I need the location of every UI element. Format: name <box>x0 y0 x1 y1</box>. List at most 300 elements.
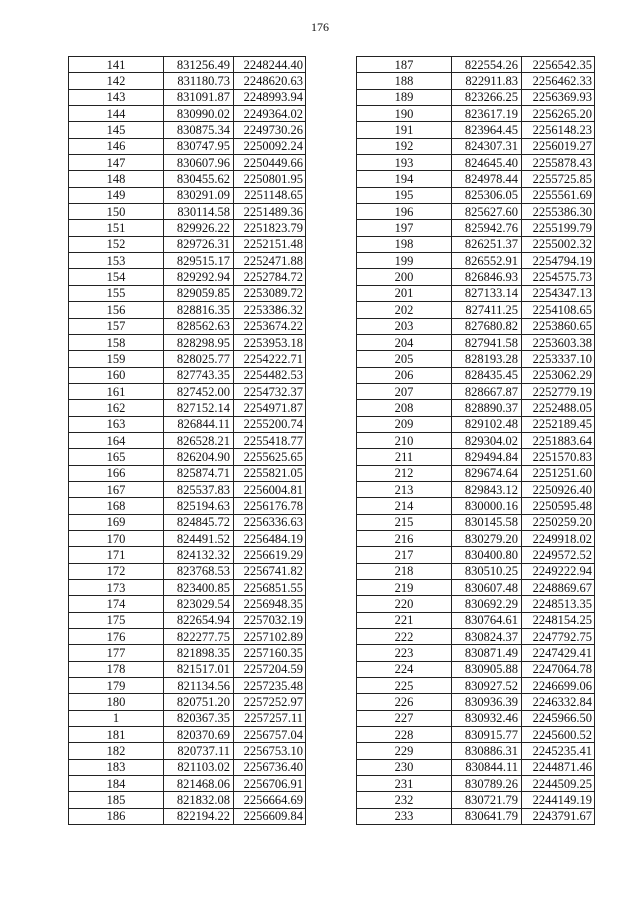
y-coordinate-cell: 2256609.84 <box>234 808 306 824</box>
table-row <box>69 776 306 792</box>
x-coordinate-cell: 826251.37 <box>452 236 522 252</box>
table-row <box>357 106 595 122</box>
x-coordinate-cell: 830145.58 <box>452 514 522 530</box>
x-coordinate-cell: 820370.69 <box>164 727 234 743</box>
y-coordinate-cell: 2252488.05 <box>522 400 595 416</box>
y-coordinate-cell: 2249364.02 <box>234 106 306 122</box>
table-row <box>69 481 306 497</box>
x-coordinate-cell: 823617.19 <box>452 106 522 122</box>
y-coordinate-cell: 2251570.83 <box>522 449 595 465</box>
y-coordinate-cell: 2249918.02 <box>522 530 595 546</box>
y-coordinate-cell: 2257102.89 <box>234 629 306 645</box>
table-row <box>357 759 595 775</box>
y-coordinate-cell: 2253674.22 <box>234 318 306 334</box>
point-number-cell: 147 <box>69 155 164 171</box>
point-number-cell: 189 <box>357 89 452 105</box>
x-coordinate-cell: 830607.96 <box>164 155 234 171</box>
table-row <box>69 138 306 154</box>
y-coordinate-cell: 2255002.32 <box>522 236 595 252</box>
point-number-cell: 164 <box>69 432 164 448</box>
point-number-cell: 181 <box>69 727 164 743</box>
point-number-cell: 177 <box>69 645 164 661</box>
point-number-cell: 229 <box>357 743 452 759</box>
table-row <box>69 694 306 710</box>
point-number-cell: 154 <box>69 269 164 285</box>
y-coordinate-cell: 2255561.69 <box>522 187 595 203</box>
table-row <box>357 808 595 824</box>
point-number-cell: 190 <box>357 106 452 122</box>
table-row <box>69 285 306 301</box>
y-coordinate-cell: 2256484.19 <box>234 530 306 546</box>
point-number-cell: 188 <box>357 73 452 89</box>
y-coordinate-cell: 2256542.35 <box>522 57 595 73</box>
table-row <box>69 432 306 448</box>
y-coordinate-cell: 2256619.29 <box>234 547 306 563</box>
x-coordinate-cell: 827941.58 <box>452 334 522 350</box>
table-row <box>357 645 595 661</box>
table-row <box>357 318 595 334</box>
point-number-cell: 178 <box>69 661 164 677</box>
point-number-cell: 198 <box>357 236 452 252</box>
point-number-cell: 143 <box>69 89 164 105</box>
left-coordinate-table <box>68 56 306 825</box>
point-number-cell: 145 <box>69 122 164 138</box>
table-row <box>69 449 306 465</box>
table-row <box>357 727 595 743</box>
point-number-cell: 182 <box>69 743 164 759</box>
point-number-cell: 196 <box>357 204 452 220</box>
y-coordinate-cell: 2249572.52 <box>522 547 595 563</box>
x-coordinate-cell: 825194.63 <box>164 498 234 514</box>
y-coordinate-cell: 2251823.79 <box>234 220 306 236</box>
x-coordinate-cell: 830721.79 <box>452 792 522 808</box>
table-row <box>69 743 306 759</box>
x-coordinate-cell: 827411.25 <box>452 302 522 318</box>
x-coordinate-cell: 821517.01 <box>164 661 234 677</box>
x-coordinate-cell: 830886.31 <box>452 743 522 759</box>
y-coordinate-cell: 2256851.55 <box>234 580 306 596</box>
y-coordinate-cell: 2256265.20 <box>522 106 595 122</box>
point-number-cell: 187 <box>357 57 452 73</box>
point-number-cell: 160 <box>69 367 164 383</box>
x-coordinate-cell: 825627.60 <box>452 204 522 220</box>
x-coordinate-cell: 822654.94 <box>164 612 234 628</box>
x-coordinate-cell: 827743.35 <box>164 367 234 383</box>
x-coordinate-cell: 830990.02 <box>164 106 234 122</box>
x-coordinate-cell: 825874.71 <box>164 465 234 481</box>
point-number-cell: 199 <box>357 253 452 269</box>
point-number-cell: 202 <box>357 302 452 318</box>
table-row <box>357 253 595 269</box>
y-coordinate-cell: 2254575.73 <box>522 269 595 285</box>
table-row <box>357 481 595 497</box>
y-coordinate-cell: 2257032.19 <box>234 612 306 628</box>
x-coordinate-cell: 831091.87 <box>164 89 234 105</box>
y-coordinate-cell: 2257257.11 <box>234 710 306 726</box>
y-coordinate-cell: 2254108.65 <box>522 302 595 318</box>
y-coordinate-cell: 2246332.84 <box>522 694 595 710</box>
y-coordinate-cell: 2256757.04 <box>234 727 306 743</box>
x-coordinate-cell: 830875.34 <box>164 122 234 138</box>
point-number-cell: 225 <box>357 678 452 694</box>
point-number-cell: 157 <box>69 318 164 334</box>
y-coordinate-cell: 2250926.40 <box>522 481 595 497</box>
point-number-cell: 173 <box>69 580 164 596</box>
table-row <box>69 645 306 661</box>
y-coordinate-cell: 2257160.35 <box>234 645 306 661</box>
y-coordinate-cell: 2256753.10 <box>234 743 306 759</box>
y-coordinate-cell: 2244871.46 <box>522 759 595 775</box>
point-number-cell: 228 <box>357 727 452 743</box>
point-number-cell: 158 <box>69 334 164 350</box>
point-number-cell: 195 <box>357 187 452 203</box>
point-number-cell: 146 <box>69 138 164 154</box>
x-coordinate-cell: 830747.95 <box>164 138 234 154</box>
table-row <box>69 808 306 824</box>
point-number-cell: 209 <box>357 416 452 432</box>
point-number-cell: 213 <box>357 481 452 497</box>
table-row <box>69 253 306 269</box>
x-coordinate-cell: 824978.44 <box>452 171 522 187</box>
x-coordinate-cell: 830510.25 <box>452 563 522 579</box>
x-coordinate-cell: 824132.32 <box>164 547 234 563</box>
x-coordinate-cell: 820751.20 <box>164 694 234 710</box>
y-coordinate-cell: 2255725.85 <box>522 171 595 187</box>
point-number-cell: 170 <box>69 530 164 546</box>
table-row <box>357 302 595 318</box>
y-coordinate-cell: 2248244.40 <box>234 57 306 73</box>
point-number-cell: 212 <box>357 465 452 481</box>
x-coordinate-cell: 830455.62 <box>164 171 234 187</box>
table-row <box>357 629 595 645</box>
point-number-cell: 184 <box>69 776 164 792</box>
x-coordinate-cell: 827133.14 <box>452 285 522 301</box>
point-number-cell: 159 <box>69 351 164 367</box>
y-coordinate-cell: 2248513.35 <box>522 596 595 612</box>
x-coordinate-cell: 829843.12 <box>452 481 522 497</box>
x-coordinate-cell: 823266.25 <box>452 89 522 105</box>
y-coordinate-cell: 2254222.71 <box>234 351 306 367</box>
y-coordinate-cell: 2250092.24 <box>234 138 306 154</box>
x-coordinate-cell: 830824.37 <box>452 629 522 645</box>
x-coordinate-cell: 821103.02 <box>164 759 234 775</box>
table-row <box>357 334 595 350</box>
point-number-cell: 192 <box>357 138 452 154</box>
point-number-cell: 150 <box>69 204 164 220</box>
table-row <box>357 547 595 563</box>
point-number-cell: 191 <box>357 122 452 138</box>
x-coordinate-cell: 826844.11 <box>164 416 234 432</box>
table-row <box>69 563 306 579</box>
y-coordinate-cell: 2249222.94 <box>522 563 595 579</box>
point-number-cell: 205 <box>357 351 452 367</box>
point-number-cell: 218 <box>357 563 452 579</box>
table-row <box>357 220 595 236</box>
point-number-cell: 144 <box>69 106 164 122</box>
x-coordinate-cell: 830915.77 <box>452 727 522 743</box>
point-number-cell: 217 <box>357 547 452 563</box>
y-coordinate-cell: 2254347.13 <box>522 285 595 301</box>
table-row <box>69 727 306 743</box>
table-row <box>69 302 306 318</box>
table-row <box>357 155 595 171</box>
x-coordinate-cell: 826204.90 <box>164 449 234 465</box>
table-row <box>357 612 595 628</box>
x-coordinate-cell: 828025.77 <box>164 351 234 367</box>
x-coordinate-cell: 830905.88 <box>452 661 522 677</box>
point-number-cell: 220 <box>357 596 452 612</box>
table-row <box>69 204 306 220</box>
y-coordinate-cell: 2257252.97 <box>234 694 306 710</box>
y-coordinate-cell: 2254732.37 <box>234 383 306 399</box>
x-coordinate-cell: 829726.31 <box>164 236 234 252</box>
x-coordinate-cell: 823964.45 <box>452 122 522 138</box>
x-coordinate-cell: 830291.09 <box>164 187 234 203</box>
y-coordinate-cell: 2248620.63 <box>234 73 306 89</box>
table-row <box>69 89 306 105</box>
table-row <box>357 400 595 416</box>
table-row <box>69 187 306 203</box>
x-coordinate-cell: 827452.00 <box>164 383 234 399</box>
x-coordinate-cell: 829292.94 <box>164 269 234 285</box>
x-coordinate-cell: 830844.11 <box>452 759 522 775</box>
y-coordinate-cell: 2243791.67 <box>522 808 595 824</box>
x-coordinate-cell: 826846.93 <box>452 269 522 285</box>
table-row <box>69 547 306 563</box>
point-number-cell: 200 <box>357 269 452 285</box>
y-coordinate-cell: 2255821.05 <box>234 465 306 481</box>
y-coordinate-cell: 2250449.66 <box>234 155 306 171</box>
point-number-cell: 148 <box>69 171 164 187</box>
table-row <box>69 498 306 514</box>
point-number-cell: 210 <box>357 432 452 448</box>
table-row <box>69 465 306 481</box>
x-coordinate-cell: 826528.21 <box>164 432 234 448</box>
y-coordinate-cell: 2250595.48 <box>522 498 595 514</box>
y-coordinate-cell: 2254794.19 <box>522 253 595 269</box>
y-coordinate-cell: 2256019.27 <box>522 138 595 154</box>
y-coordinate-cell: 2245600.52 <box>522 727 595 743</box>
y-coordinate-cell: 2248154.25 <box>522 612 595 628</box>
x-coordinate-cell: 830114.58 <box>164 204 234 220</box>
x-coordinate-cell: 821468.06 <box>164 776 234 792</box>
table-row <box>69 269 306 285</box>
y-coordinate-cell: 2256176.78 <box>234 498 306 514</box>
table-row <box>69 171 306 187</box>
y-coordinate-cell: 2253386.32 <box>234 302 306 318</box>
y-coordinate-cell: 2252471.88 <box>234 253 306 269</box>
y-coordinate-cell: 2251883.64 <box>522 432 595 448</box>
point-number-cell: 206 <box>357 367 452 383</box>
point-number-cell: 167 <box>69 481 164 497</box>
x-coordinate-cell: 828816.35 <box>164 302 234 318</box>
point-number-cell: 185 <box>69 792 164 808</box>
table-row <box>357 530 595 546</box>
right-coordinate-table <box>356 56 595 825</box>
point-number-cell: 155 <box>69 285 164 301</box>
table-row <box>357 351 595 367</box>
x-coordinate-cell: 830641.79 <box>452 808 522 824</box>
table-row <box>69 661 306 677</box>
x-coordinate-cell: 824845.72 <box>164 514 234 530</box>
point-number-cell: 179 <box>69 678 164 694</box>
x-coordinate-cell: 823029.54 <box>164 596 234 612</box>
x-coordinate-cell: 829494.84 <box>452 449 522 465</box>
x-coordinate-cell: 823400.85 <box>164 580 234 596</box>
y-coordinate-cell: 2247792.75 <box>522 629 595 645</box>
y-coordinate-cell: 2256741.82 <box>234 563 306 579</box>
y-coordinate-cell: 2253337.10 <box>522 351 595 367</box>
table-row <box>69 155 306 171</box>
point-number-cell: 201 <box>357 285 452 301</box>
point-number-cell: 142 <box>69 73 164 89</box>
y-coordinate-cell: 2245235.41 <box>522 743 595 759</box>
point-number-cell: 231 <box>357 776 452 792</box>
table-row <box>357 236 595 252</box>
point-number-cell: 180 <box>69 694 164 710</box>
x-coordinate-cell: 822554.26 <box>452 57 522 73</box>
y-coordinate-cell: 2255386.30 <box>522 204 595 220</box>
y-coordinate-cell: 2253953.18 <box>234 334 306 350</box>
y-coordinate-cell: 2250801.95 <box>234 171 306 187</box>
point-number-cell: 214 <box>357 498 452 514</box>
point-number-cell: 224 <box>357 661 452 677</box>
point-number-cell: 207 <box>357 383 452 399</box>
point-number-cell: 203 <box>357 318 452 334</box>
x-coordinate-cell: 821898.35 <box>164 645 234 661</box>
x-coordinate-cell: 820367.35 <box>164 710 234 726</box>
table-row <box>69 351 306 367</box>
y-coordinate-cell: 2256336.63 <box>234 514 306 530</box>
point-number-cell: 168 <box>69 498 164 514</box>
y-coordinate-cell: 2252779.19 <box>522 383 595 399</box>
point-number-cell: 151 <box>69 220 164 236</box>
x-coordinate-cell: 828298.95 <box>164 334 234 350</box>
point-number-cell: 230 <box>357 759 452 775</box>
table-row <box>357 743 595 759</box>
table-row <box>357 269 595 285</box>
y-coordinate-cell: 2255878.43 <box>522 155 595 171</box>
y-coordinate-cell: 2255200.74 <box>234 416 306 432</box>
table-row <box>357 678 595 694</box>
table-row <box>357 57 595 73</box>
x-coordinate-cell: 823768.53 <box>164 563 234 579</box>
table-row <box>357 580 595 596</box>
x-coordinate-cell: 824307.31 <box>452 138 522 154</box>
point-number-cell: 171 <box>69 547 164 563</box>
table-row <box>69 612 306 628</box>
point-number-cell: 169 <box>69 514 164 530</box>
table-row <box>69 596 306 612</box>
point-number-cell: 174 <box>69 596 164 612</box>
point-number-cell: 211 <box>357 449 452 465</box>
y-coordinate-cell: 2255418.77 <box>234 432 306 448</box>
table-row <box>69 678 306 694</box>
x-coordinate-cell: 829674.64 <box>452 465 522 481</box>
y-coordinate-cell: 2256369.93 <box>522 89 595 105</box>
y-coordinate-cell: 2251148.65 <box>234 187 306 203</box>
x-coordinate-cell: 825537.83 <box>164 481 234 497</box>
table-row <box>69 318 306 334</box>
table-row <box>357 563 595 579</box>
x-coordinate-cell: 827152.14 <box>164 400 234 416</box>
table-row <box>357 285 595 301</box>
table-row <box>69 580 306 596</box>
point-number-cell: 194 <box>357 171 452 187</box>
table-row <box>357 792 595 808</box>
y-coordinate-cell: 2257235.48 <box>234 678 306 694</box>
x-coordinate-cell: 830871.49 <box>452 645 522 661</box>
y-coordinate-cell: 2248993.94 <box>234 89 306 105</box>
x-coordinate-cell: 820737.11 <box>164 743 234 759</box>
y-coordinate-cell: 2256462.33 <box>522 73 595 89</box>
point-number-cell: 197 <box>357 220 452 236</box>
table-row <box>357 498 595 514</box>
y-coordinate-cell: 2253860.65 <box>522 318 595 334</box>
x-coordinate-cell: 830764.61 <box>452 612 522 628</box>
y-coordinate-cell: 2253603.38 <box>522 334 595 350</box>
x-coordinate-cell: 824645.40 <box>452 155 522 171</box>
x-coordinate-cell: 828562.63 <box>164 318 234 334</box>
y-coordinate-cell: 2251489.36 <box>234 204 306 220</box>
point-number-cell: 152 <box>69 236 164 252</box>
x-coordinate-cell: 829515.17 <box>164 253 234 269</box>
x-coordinate-cell: 830932.46 <box>452 710 522 726</box>
table-row <box>69 122 306 138</box>
y-coordinate-cell: 2254971.87 <box>234 400 306 416</box>
table-row <box>357 367 595 383</box>
x-coordinate-cell: 830279.20 <box>452 530 522 546</box>
point-number-cell: 175 <box>69 612 164 628</box>
table-row <box>357 383 595 399</box>
point-number-cell: 172 <box>69 563 164 579</box>
point-number-cell: 221 <box>357 612 452 628</box>
table-row <box>357 776 595 792</box>
x-coordinate-cell: 826552.91 <box>452 253 522 269</box>
table-row <box>69 416 306 432</box>
table-row <box>69 792 306 808</box>
page-number: 176 <box>311 20 329 34</box>
y-coordinate-cell: 2257204.59 <box>234 661 306 677</box>
x-coordinate-cell: 829059.85 <box>164 285 234 301</box>
table-row <box>69 530 306 546</box>
table-row <box>69 514 306 530</box>
y-coordinate-cell: 2254482.53 <box>234 367 306 383</box>
point-number-cell: 149 <box>69 187 164 203</box>
x-coordinate-cell: 830607.48 <box>452 580 522 596</box>
table-row <box>69 334 306 350</box>
table-row <box>357 187 595 203</box>
y-coordinate-cell: 2256736.40 <box>234 759 306 775</box>
x-coordinate-cell: 821134.56 <box>164 678 234 694</box>
y-coordinate-cell: 2255625.65 <box>234 449 306 465</box>
y-coordinate-cell: 2245966.50 <box>522 710 595 726</box>
y-coordinate-cell: 2248869.67 <box>522 580 595 596</box>
y-coordinate-cell: 2246699.06 <box>522 678 595 694</box>
y-coordinate-cell: 2252151.48 <box>234 236 306 252</box>
point-number-cell: 216 <box>357 530 452 546</box>
point-number-cell: 219 <box>357 580 452 596</box>
point-number-cell: 232 <box>357 792 452 808</box>
point-number-cell: 153 <box>69 253 164 269</box>
point-number-cell: 226 <box>357 694 452 710</box>
point-number-cell: 1 <box>69 710 164 726</box>
x-coordinate-cell: 825942.76 <box>452 220 522 236</box>
table-row <box>357 514 595 530</box>
table-row <box>357 661 595 677</box>
table-row <box>69 236 306 252</box>
table-row <box>69 57 306 73</box>
